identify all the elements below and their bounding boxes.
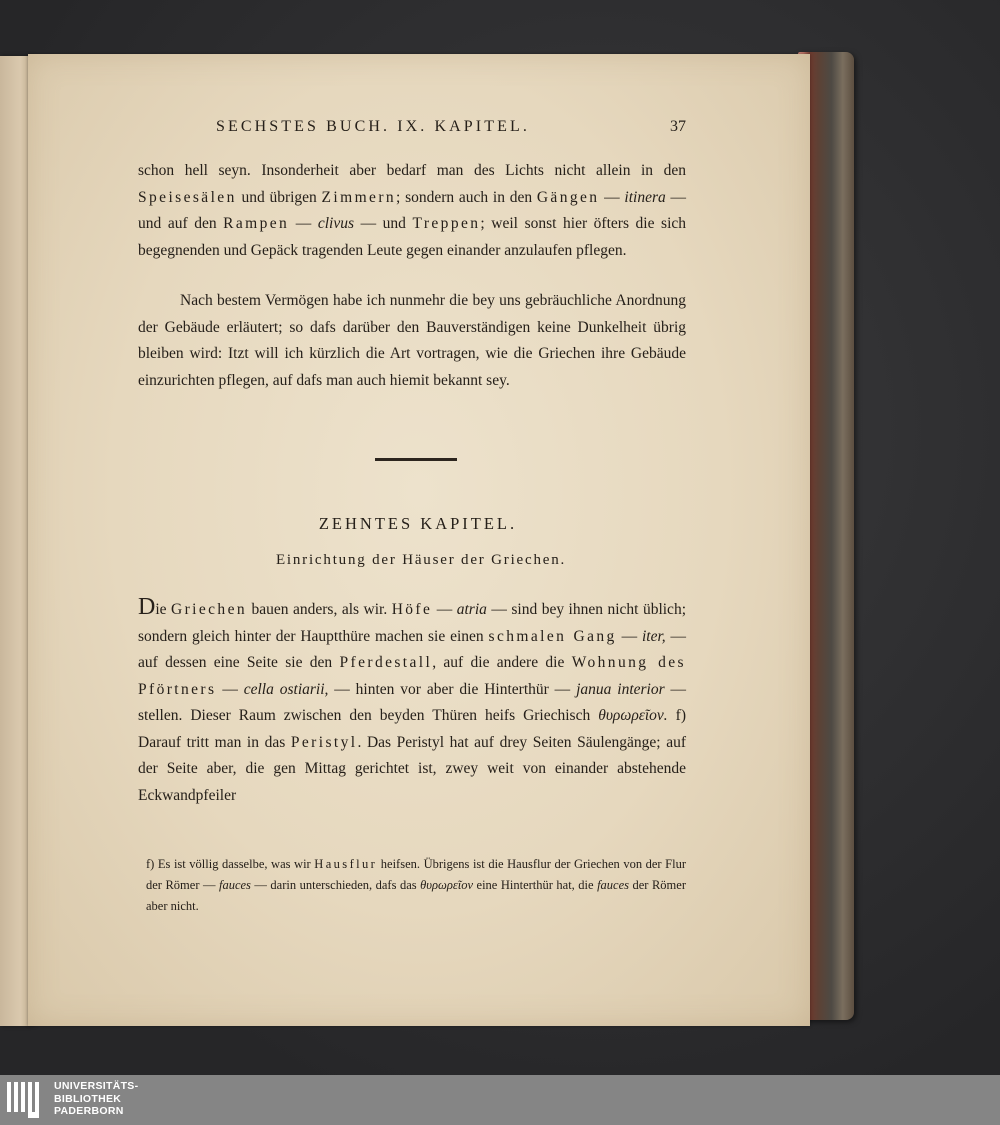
text-run: schon hell seyn. Insonderheit aber bedarf man des Lichts nicht allein in den: [138, 162, 686, 179]
text-run: — hinten vor aber die Hinterthür —: [328, 680, 577, 698]
latin-term: clivus: [317, 215, 355, 232]
spaced-term: Gängen: [536, 188, 600, 206]
text-run: eine Hinterthür hat, die: [473, 878, 598, 892]
chapter-title: ZEHNTES KAPITEL.: [318, 514, 518, 533]
section-divider: [375, 458, 457, 461]
library-logo-icon: [6, 1079, 46, 1121]
text-run: —: [616, 627, 642, 645]
spaced-term: schmalen Gang: [488, 627, 617, 645]
spaced-term: Griechen: [171, 601, 248, 618]
library-name-line: BIBLIOTHEK: [54, 1092, 122, 1105]
page-number: 37: [670, 118, 686, 135]
text-run: , auf die andere die: [432, 654, 572, 671]
text-run: ; sondern auch in den: [396, 188, 537, 206]
latin-term: fauces: [597, 878, 630, 892]
spaced-term: Zimmern: [321, 188, 397, 206]
paragraph: [138, 288, 686, 394]
spaced-term: Speisesälen: [138, 188, 237, 206]
greek-term: θυρωρεῖον: [420, 878, 474, 892]
spaced-term: Wohnung des Pförtners: [138, 654, 686, 698]
spaced-term: Hausflur: [314, 857, 378, 871]
library-name-line: PADERBORN: [54, 1105, 124, 1117]
greek-term: θυρωρεῖον.: [598, 707, 668, 724]
book-page: [28, 54, 810, 1026]
latin-term: cella ostiarii,: [243, 680, 329, 698]
chapter-body: [138, 594, 686, 809]
latin-term: fauces: [218, 878, 251, 892]
text-run: ; weil sonst hier öfters die sich begegnenden und Gepäck tragenden Leute gegen einander anzulaufen pflegen.: [138, 215, 687, 259]
running-head-title: SECHSTES BUCH. IX. KAPITEL.: [216, 118, 530, 135]
text-run: . Das Peristyl hat auf drey Seiten Säulengänge; auf der Seite aber, die gen Mittag gerichtet ist, zwey weit von einander abstehende Eckwandpfeiler: [138, 733, 686, 804]
paragraph-continuation: [138, 158, 686, 264]
text-run: der Römer aber nicht.: [146, 878, 686, 913]
text-run: und übrigen: [236, 188, 322, 206]
latin-term: iter,: [641, 627, 666, 645]
library-footer: [0, 1075, 1000, 1125]
paragraph-text: Nach bestem Vermögen habe ich nunmehr die bey uns gebräuchliche Anordnung der Gebäude erläutert; so dafs darüber den Bauverständigen keine Dunkelheit übrig bleiben wird: Itzt will ich kürzlich die Art vortragen, wie die Griechen ihre Gebäude einzurichten pflegen, auf dafs man auch hiemit bekannt sey.: [138, 292, 686, 389]
latin-term: atria: [456, 601, 487, 618]
running-head: [216, 118, 686, 142]
text-run: — stellen. Dieser Raum zwischen den beyden Thüren heifs Griechisch: [138, 680, 687, 724]
spaced-term: Pferdestall: [339, 654, 433, 671]
text-run: — und: [354, 215, 413, 232]
text-run: —: [216, 680, 244, 698]
text-run: —: [599, 188, 625, 206]
spaced-term: Höfe: [391, 601, 433, 618]
text-run: — sind bey ihnen nicht üblich; sondern gleich hinter der Hauptthüre machen sie einen: [138, 601, 686, 645]
text-run: —: [289, 215, 318, 232]
spaced-term: Treppen: [412, 215, 481, 232]
chapter-subtitle: Einrichtung der Häuser der Griechen.: [275, 552, 567, 568]
latin-term: itinera: [624, 188, 666, 206]
text-run: heifsen. Übrigens ist die Hausflur der Griechen von der Flur der Römer —: [146, 857, 686, 892]
text-run: —: [432, 601, 457, 618]
text-run: bauen anders, als wir.: [247, 601, 392, 618]
footnote: [146, 854, 686, 917]
library-name: [54, 1080, 138, 1118]
text-run: f) Es ist völlig dasselbe, was wir: [146, 857, 315, 871]
latin-term: janua interior: [576, 680, 665, 698]
text-run: f) Darauf tritt man in das: [138, 707, 686, 751]
text-run: ie: [155, 601, 172, 618]
drop-capital: D: [138, 594, 156, 620]
spaced-term: Rampen: [223, 215, 290, 232]
text-run: — auf dessen eine Seite sie den: [138, 627, 687, 671]
library-name-line: UNIVERSITÄTS-: [54, 1080, 139, 1092]
text-run: — und auf den: [138, 188, 687, 232]
spaced-term: Peristyl: [290, 733, 358, 751]
text-run: — darin unterschieden, dafs das: [250, 878, 421, 892]
